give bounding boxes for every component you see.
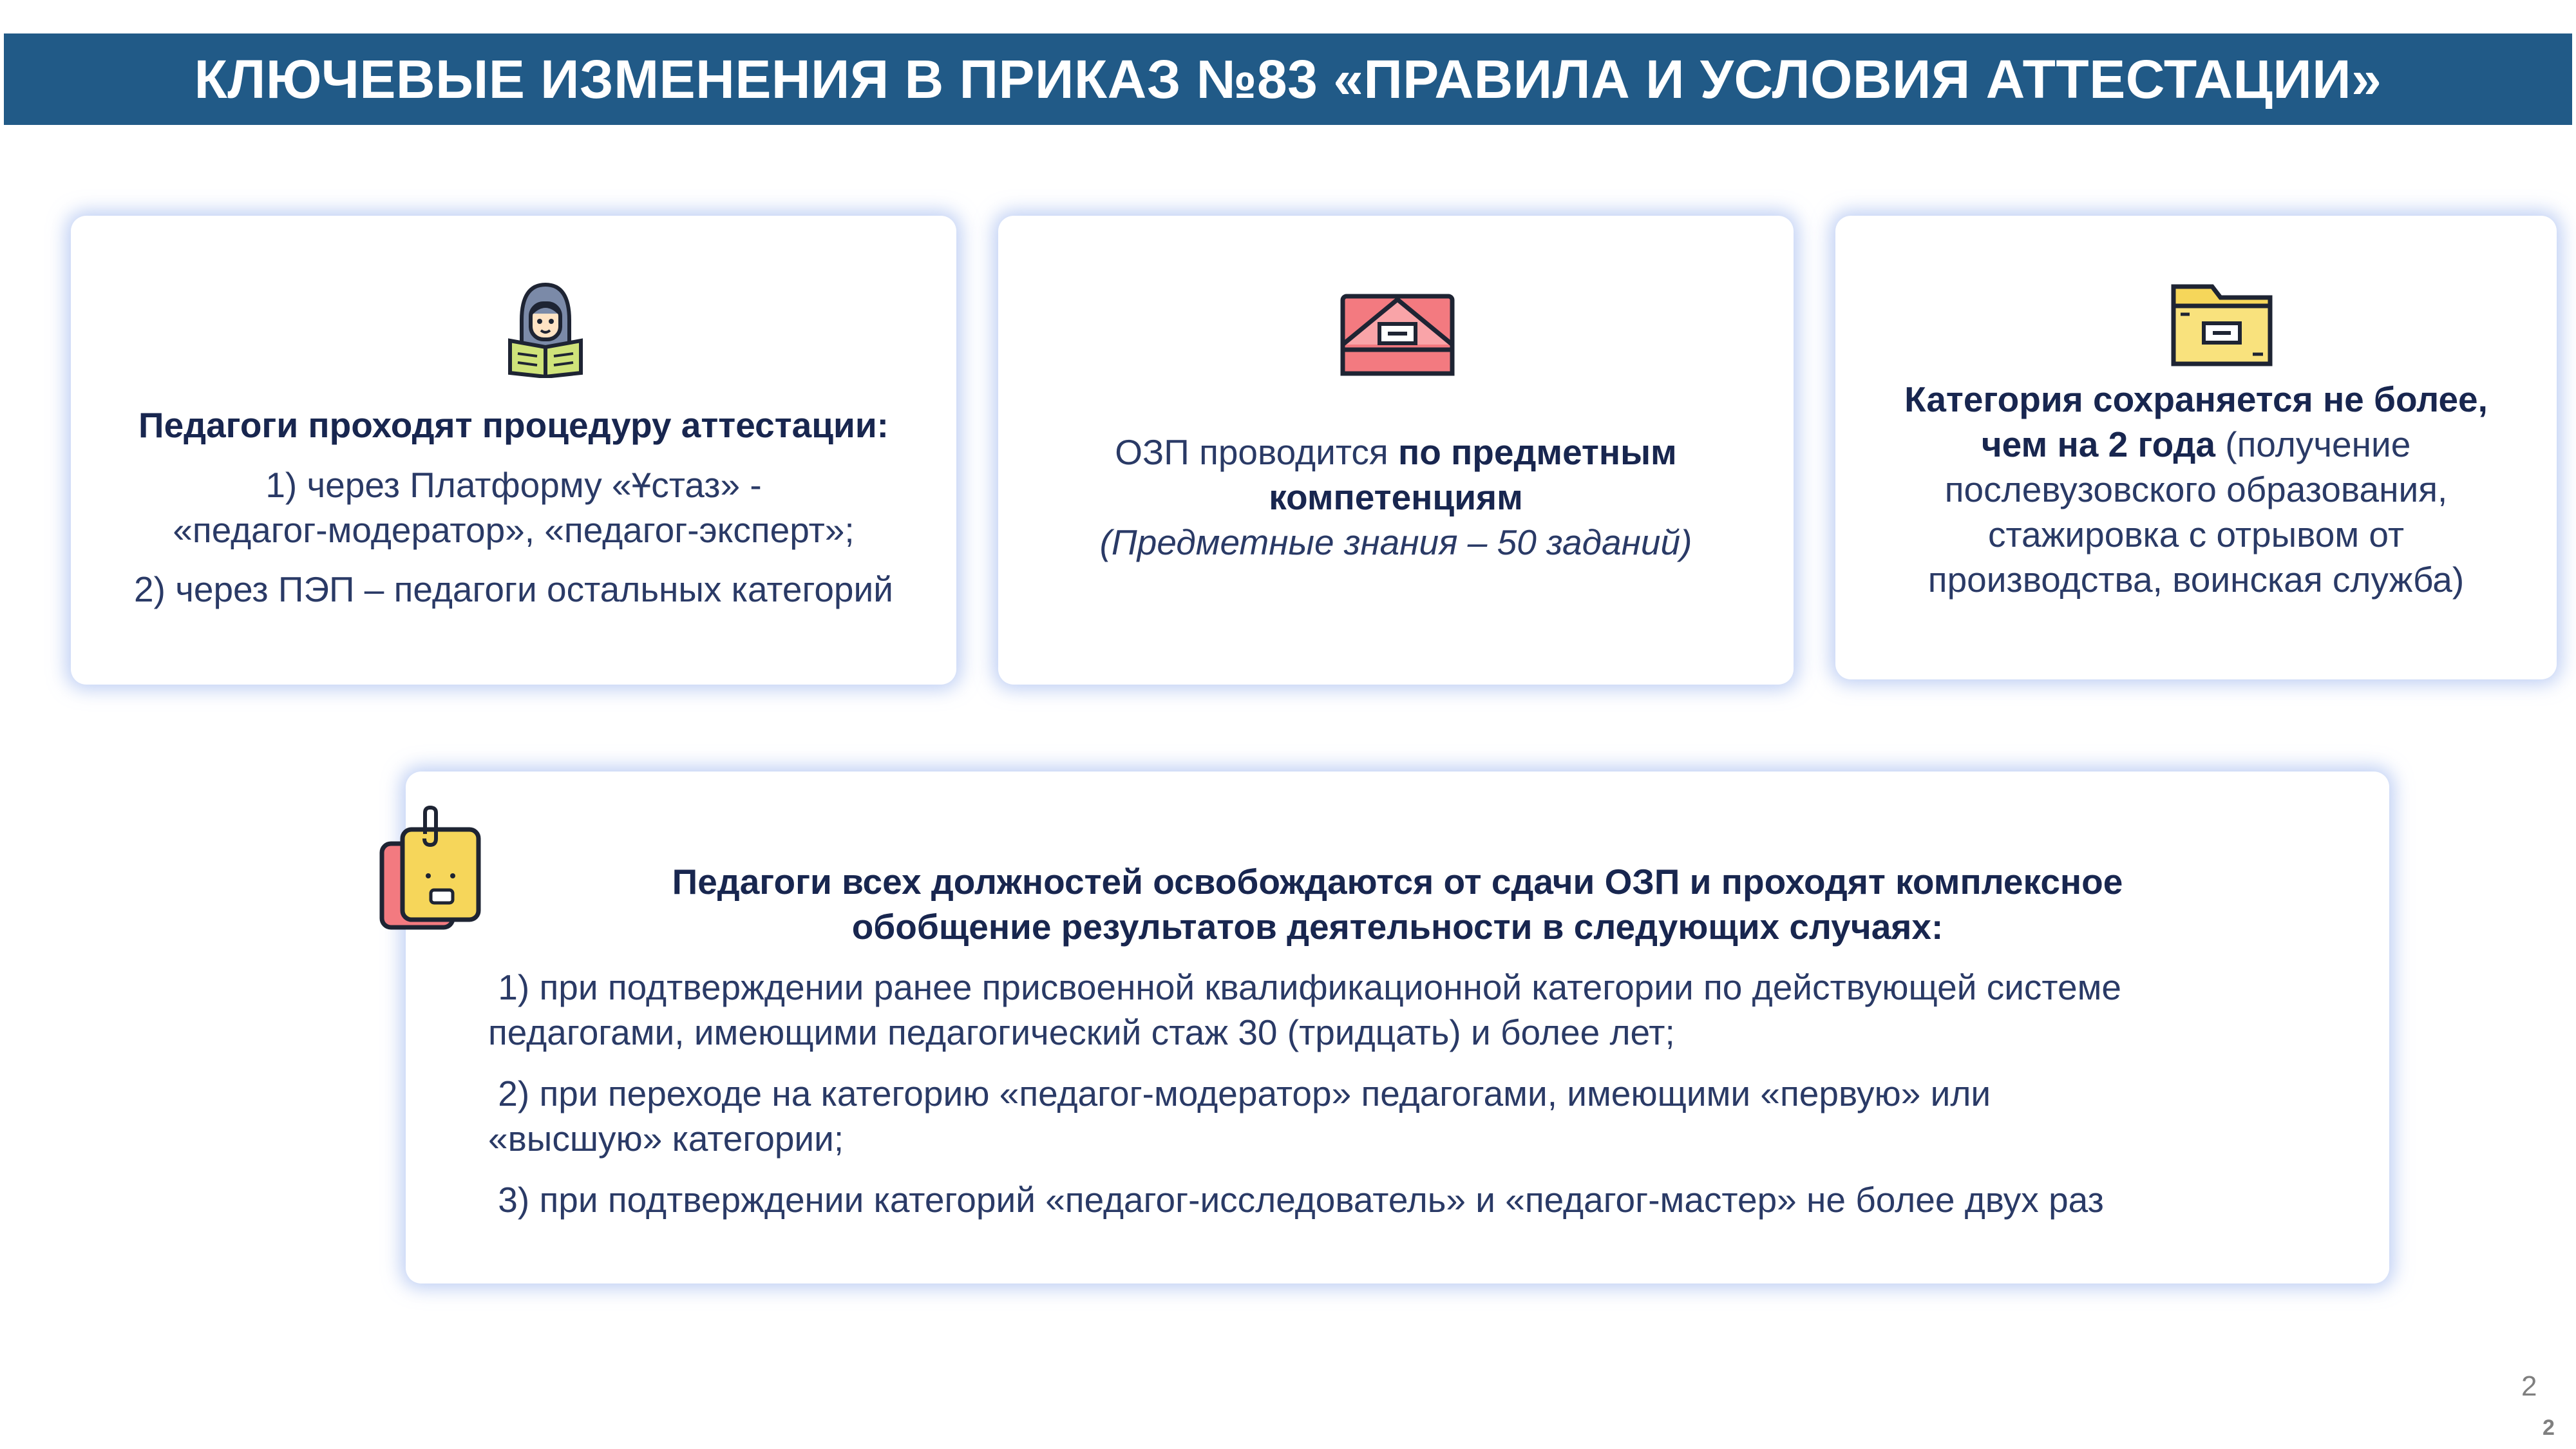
card2-text-bold-1: по предметным — [1397, 432, 1677, 472]
card4-list — [488, 965, 2356, 1222]
card3-rest-3: стажировка с отрывом от — [1987, 515, 2405, 554]
card-category-retention — [1835, 216, 2557, 679]
card3-heading: Категория сохраняется не более, — [1904, 379, 2488, 419]
card4-item2-line-a: 2) при переходе на категорию «педагог-модератор» педагогами, имеющими «первую» или — [488, 1074, 1991, 1113]
card3-bold-period: чем на 2 года — [1981, 424, 2215, 464]
card4-item2-line-b: «высшую» категории; — [488, 1119, 844, 1159]
teacher-reading-icon — [502, 275, 589, 378]
card1-item1-line-a: 1) через Платформу «Ұстаз» - — [265, 465, 762, 505]
card4-item1-line-a: 1) при подтверждении ранее присвоенной квалификационной категории по действующей системе — [488, 967, 2121, 1007]
card4-item3: 3) при подтверждении категорий «педагог-исследователь» и «педагог-мастер» не более двух раз — [488, 1180, 2104, 1220]
card3-rest-2: послевузовского образования, — [1944, 469, 2448, 509]
card2-note: (Предметные знания – 50 заданий) — [1099, 522, 1692, 562]
card1-item1-line-b: «педагог-модератор», «педагог-эксперт»; — [173, 510, 855, 550]
page-number: 2 — [2521, 1370, 2537, 1402]
card4-heading-1: Педагоги всех должностей освобождаются от сдачи ОЗП и проходят комплексное — [672, 862, 2123, 902]
card1-heading: Педагоги проходят процедуру аттестации: — [138, 405, 889, 445]
card2-text-line1 — [998, 430, 1794, 475]
yellow-folder-icon — [2170, 283, 2273, 367]
card3-line2 — [1835, 422, 2557, 467]
card4-heading-2: обобщение результатов деятельности в следующих случаях: — [851, 907, 1944, 947]
card-ozp-subject — [998, 216, 1794, 685]
page-number-small: 2 — [2543, 1416, 2555, 1440]
card3-rest-1: (получение — [2215, 424, 2411, 464]
clipboard-document-icon — [377, 805, 486, 934]
slide-title: КЛЮЧЕВЫЕ ИЗМЕНЕНИЯ В ПРИКАЗ №83 «ПРАВИЛА И УСЛОВИЯ АТТЕСТАЦИИ» — [194, 48, 2382, 109]
card2-text-bold-2: компетенциям — [1269, 477, 1523, 517]
card-exemption — [406, 772, 2389, 1283]
card4-item1-line-b: педагогами, имеющими педагогический стаж 30 (тридцать) и более лет; — [488, 1012, 1675, 1052]
card3-rest-4: производства, воинская служба) — [1927, 560, 2465, 600]
card-attestation-procedure — [71, 216, 956, 685]
red-box-icon — [1340, 293, 1455, 377]
card1-item2: 2) через ПЭП – педагоги остальных категорий — [134, 569, 893, 609]
card2-text-normal: ОЗП проводится — [1115, 432, 1398, 472]
slide-header — [4, 33, 2572, 125]
